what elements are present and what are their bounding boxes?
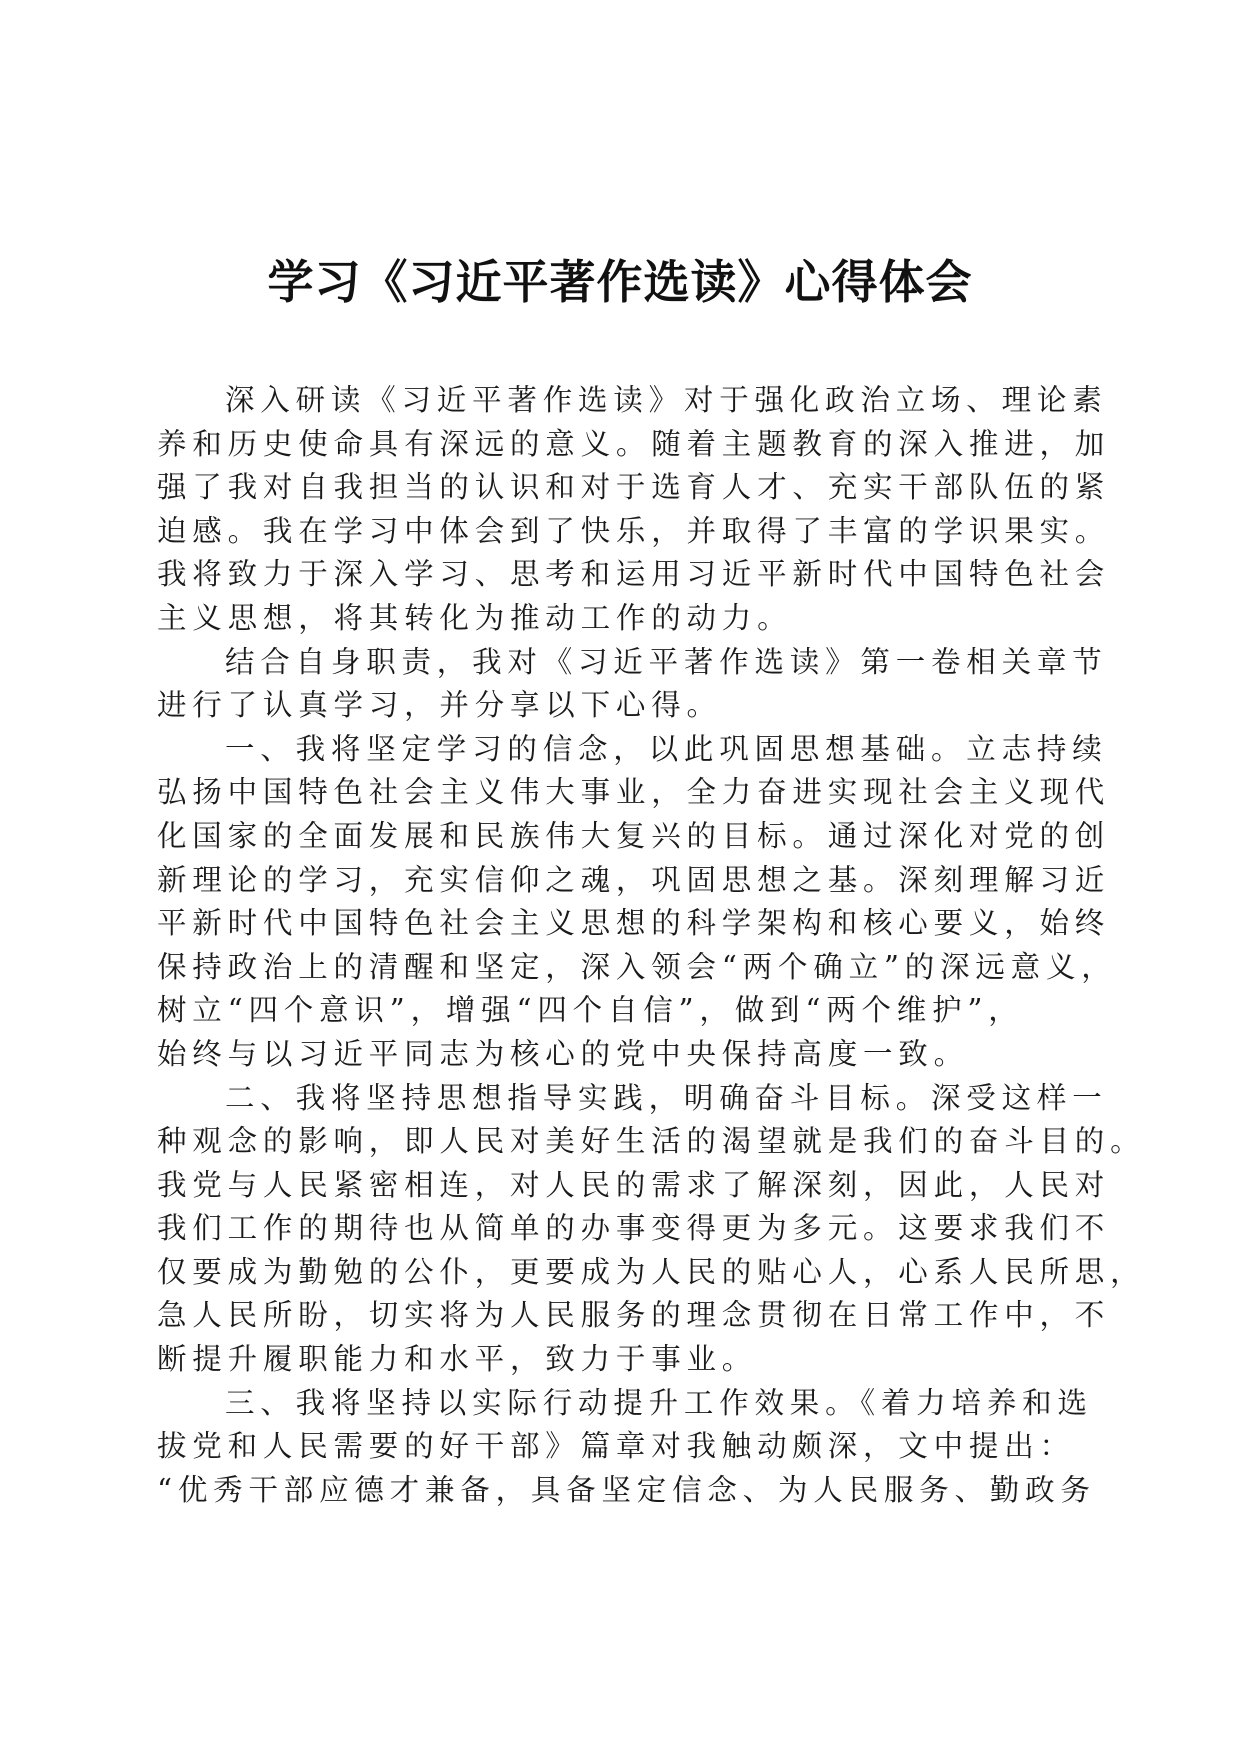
paragraph-line: 仅要成为勤勉的公仆，更要成为人民的贴心人，心系人民所思， (157, 1254, 1146, 1289)
paragraph-line: 进行了认真学习，并分享以下心得。 (157, 688, 722, 723)
paragraph-line: 强了我对自我担当的认识和对于选育人才、充实干部队伍的紧 (157, 470, 1111, 505)
paragraph-line: 化国家的全面发展和民族伟大复兴的目标。通过深化对党的创 (157, 818, 1111, 853)
paragraph-line: 迫感。我在学习中体会到了快乐，并取得了丰富的学识果实。 (157, 513, 1111, 548)
document-title: 学习《习近平著作选读》心得体会 (267, 255, 973, 309)
paragraph-line: 始终与以习近平同志为核心的党中央保持高度一致。 (157, 1036, 969, 1071)
paragraph-line: 拔党和人民需要的好干部》篇章对我触动颇深，文中提出： (157, 1429, 1075, 1464)
paragraph-line: “优秀干部应德才兼备，具备坚定信念、为人民服务、勤政务 (157, 1472, 1096, 1507)
paragraph-line: 新理论的学习，充实信仰之魂，巩固思想之基。深刻理解习近 (157, 862, 1111, 897)
paragraph-line: 养和历史使命具有深远的意义。随着主题教育的深入推进，加 (157, 426, 1111, 461)
paragraph-first-line: 三、我将坚持以实际行动提升工作效果。《着力培养和选 (225, 1385, 1093, 1420)
paragraph-line: 弘扬中国特色社会主义伟大事业，全力奋进实现社会主义现代 (157, 775, 1111, 810)
paragraph-first-line: 二、我将坚持思想指导实践，明确奋斗目标。深受这样一 (225, 1080, 1108, 1115)
paragraph-line: 我们工作的期待也从简单的办事变得更为多元。这要求我们不 (157, 1211, 1111, 1246)
paragraph-first-line: 深入研读《习近平著作选读》对于强化政治立场、理论素 (225, 383, 1108, 417)
paragraph-line: 种观念的影响，即人民对美好生活的渴望就是我们的奋斗目的。 (157, 1124, 1146, 1159)
paragraph-line: 我党与人民紧密相连，对人民的需求了解深刻，因此，人民对 (157, 1167, 1111, 1202)
paragraph-line: 我将致力于深入学习、思考和运用习近平新时代中国特色社会 (157, 557, 1111, 592)
paragraph-line: 平新时代中国特色社会主义思想的科学架构和核心要义，始终 (157, 906, 1111, 941)
paragraph-first-line: 一、我将坚定学习的信念，以此巩固思想基础。立志持续 (225, 731, 1108, 766)
paragraph-first-line: 结合自身职责，我对《习近平著作选读》第一卷相关章节 (225, 644, 1108, 679)
document-body (157, 379, 1146, 1512)
paragraph-line: 保持政治上的清醒和坚定，深入领会“两个确立”的深远意义， (157, 949, 1117, 984)
paragraph-line: 断提升履职能力和水平，致力于事业。 (157, 1342, 758, 1377)
paragraph-line: 急人民所盼，切实将为人民服务的理念贯彻在日常工作中，不 (157, 1298, 1111, 1333)
paragraph-line: 树立“四个意识”，增强“四个自信”，做到“两个维护”， (157, 993, 1024, 1028)
paragraph-line: 主义思想，将其转化为推动工作的动力。 (157, 600, 793, 635)
